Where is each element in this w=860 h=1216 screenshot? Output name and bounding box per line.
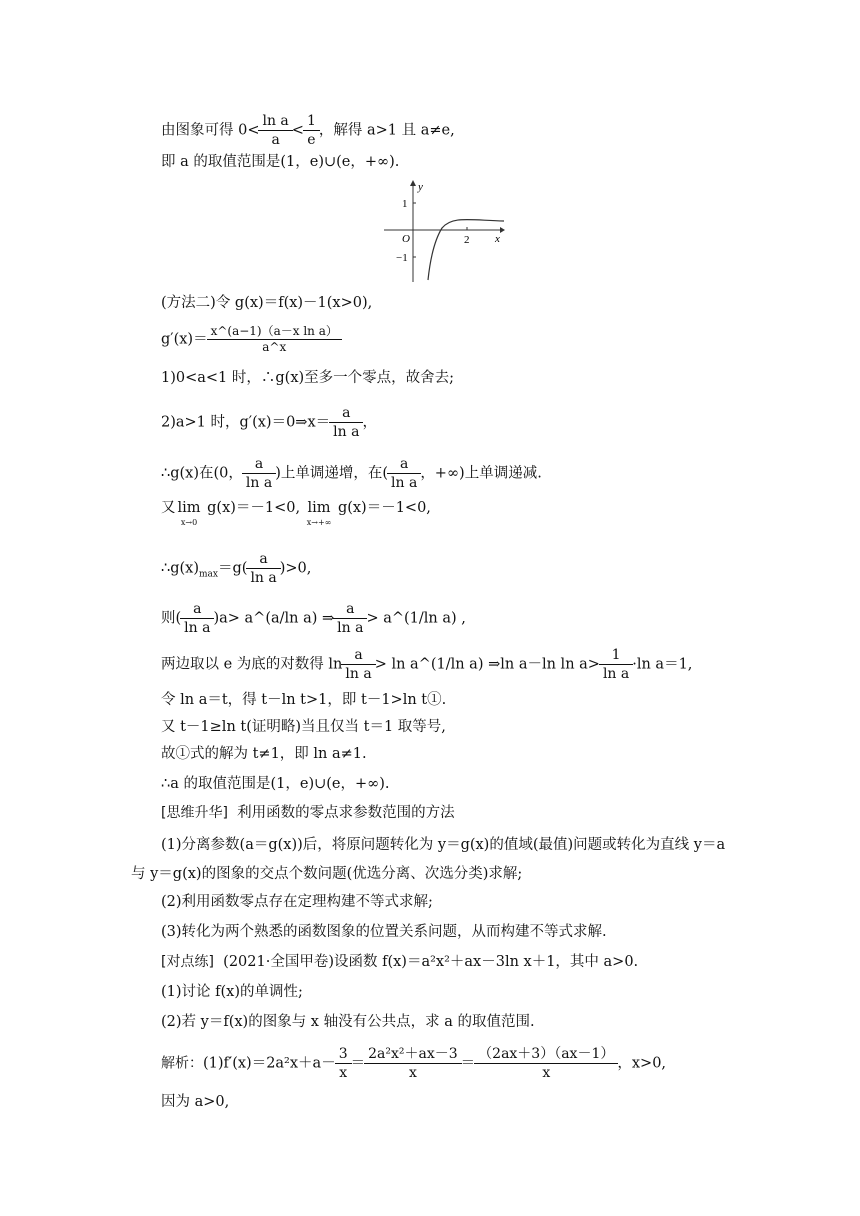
text-line: 1)0<a<1 时，∴g(x)至多一个零点，故舍去; bbox=[161, 370, 455, 386]
text: )上单调递增，在( bbox=[275, 465, 389, 482]
text: (1)f′(x)＝2a²x＋a－ bbox=[203, 1055, 336, 1072]
text: ，解得 a>1 且 a≠e, bbox=[318, 122, 455, 139]
text-line: 与 y＝g(x)的图象的交点个数问题(优选分离、次选分类)求解; bbox=[131, 866, 523, 882]
fraction bbox=[476, 1045, 616, 1082]
text: 两边取以 e 为底的对数得 ln bbox=[161, 656, 343, 673]
denominator: x bbox=[474, 1063, 618, 1082]
denominator: ln a bbox=[242, 473, 276, 492]
fraction bbox=[248, 550, 278, 587]
text: g(x)＝－1<0, bbox=[207, 500, 301, 516]
text-line: 又 t－1≥ln t(证明略)当且仅当 t＝1 取等号, bbox=[161, 719, 446, 735]
denominator: a bbox=[258, 130, 292, 149]
fraction bbox=[260, 112, 290, 149]
tick-label: 2 bbox=[464, 234, 470, 246]
text: 则( bbox=[161, 610, 182, 627]
text: g′(x)＝ bbox=[161, 331, 208, 348]
text-line: (2)利用函数零点存在定理构建不等式求解; bbox=[161, 894, 433, 910]
text-line bbox=[161, 324, 341, 355]
text-line bbox=[161, 803, 455, 823]
numerator: 1 bbox=[306, 113, 316, 129]
text-line: (3)转化为两个熟悉的函数图象的位置关系问题，从而构建不等式求解. bbox=[161, 924, 607, 940]
lim-subscript: x→0 bbox=[180, 518, 198, 527]
text: ＝ bbox=[460, 1055, 476, 1072]
numerator: a bbox=[354, 647, 363, 663]
numerator: ln a bbox=[262, 113, 289, 129]
text: ，+∞)上单调递减. bbox=[420, 465, 542, 482]
section-tag: [思维升华] bbox=[161, 805, 228, 821]
numerator: a bbox=[254, 456, 264, 472]
numerator: a bbox=[399, 456, 409, 472]
lim-text: lim bbox=[307, 500, 331, 516]
section-tag: [对点练] bbox=[161, 954, 214, 970]
denominator: x bbox=[335, 1063, 352, 1082]
denominator: ln a bbox=[341, 664, 375, 683]
text: < bbox=[291, 122, 304, 139]
numerator: （2ax＋3）（ax－1） bbox=[478, 1046, 615, 1062]
text: ＝g( bbox=[217, 560, 248, 577]
text: ∴g(x)在(0， bbox=[161, 465, 243, 482]
numerator: 1 bbox=[611, 647, 621, 663]
text-line: 因为 a>0, bbox=[161, 1094, 230, 1110]
text-line bbox=[161, 600, 466, 637]
text: 2)a>1 时，g′(x)＝0⇒x＝ bbox=[161, 414, 331, 431]
text: (2021·全国甲卷)设函数 f(x)＝a²x²＋ax－3ln x＋1，其中 a>0. bbox=[223, 954, 639, 970]
subscript: max bbox=[199, 569, 218, 580]
text-line bbox=[161, 1045, 666, 1082]
text-line bbox=[161, 404, 377, 441]
text-line: (1)分离参数(a＝g(x))后，将原问题转化为 y＝g(x)的值域(最值)问题或转化为直线 y＝a bbox=[161, 837, 726, 853]
text-line: 即 a 的取值范围是(1，e)∪(e，+∞). bbox=[161, 154, 400, 170]
tick-label: 1 bbox=[402, 198, 408, 210]
denominator: a^x bbox=[207, 339, 342, 355]
text-line bbox=[161, 550, 311, 587]
text: )>0, bbox=[279, 560, 312, 577]
fraction bbox=[601, 646, 631, 683]
fraction bbox=[389, 455, 419, 492]
text: ·ln a＝1, bbox=[632, 656, 693, 673]
text: 利用函数的零点求参数范围的方法 bbox=[237, 805, 455, 821]
fraction bbox=[305, 112, 318, 149]
fraction bbox=[244, 455, 274, 492]
text: > a^(1/ln a) , bbox=[366, 610, 466, 627]
function-graph bbox=[378, 176, 508, 286]
section-tag: 解析： bbox=[161, 1055, 203, 1072]
text: g(x)＝－1<0, bbox=[337, 500, 431, 516]
y-axis-label: y bbox=[418, 181, 423, 193]
denominator: ln a bbox=[599, 664, 633, 683]
text: 又 bbox=[161, 500, 176, 516]
numerator: 3 bbox=[338, 1046, 348, 1062]
text: ， bbox=[362, 414, 377, 431]
tick-label: −1 bbox=[396, 252, 408, 264]
text: )a> a^(a/ln a) ⇒ bbox=[213, 610, 335, 627]
text-line: (2)若 y＝f(x)的图象与 x 轴没有公共点，求 a 的取值范围. bbox=[161, 1014, 535, 1030]
text: 由图象可得 0< bbox=[161, 122, 260, 139]
text: > ln a^(1/ln a) ⇒ln a－ln ln a> bbox=[374, 656, 600, 673]
limit bbox=[307, 498, 332, 528]
lim-text: lim bbox=[177, 500, 201, 516]
numerator: a bbox=[259, 551, 268, 567]
fraction bbox=[182, 600, 212, 637]
fraction bbox=[331, 404, 361, 441]
text: ，x>0, bbox=[617, 1055, 667, 1072]
lim-subscript: x→+∞ bbox=[306, 518, 332, 527]
denominator: ln a bbox=[246, 568, 280, 587]
text-line bbox=[161, 952, 638, 972]
numerator: a bbox=[346, 601, 355, 617]
denominator: ln a bbox=[333, 618, 367, 637]
text-line: 故①式的解为 t≠1，即 ln a≠1. bbox=[161, 746, 367, 762]
fraction bbox=[209, 324, 340, 355]
fraction bbox=[337, 1045, 350, 1082]
numerator: a bbox=[193, 601, 202, 617]
denominator: ln a bbox=[329, 422, 363, 441]
numerator: a bbox=[342, 405, 351, 421]
x-axis-label: x bbox=[495, 233, 500, 245]
text-line bbox=[161, 498, 431, 528]
text-line: 令 ln a＝t，得 t－ln t>1，即 t－1>ln t①. bbox=[161, 692, 447, 708]
numerator: 2a²x²＋ax－3 bbox=[368, 1046, 458, 1062]
denominator: ln a bbox=[387, 473, 421, 492]
text-line bbox=[161, 112, 455, 149]
denominator: ln a bbox=[180, 618, 214, 637]
origin-label: O bbox=[402, 233, 410, 245]
numerator: x^(a−1)（a－x ln a） bbox=[210, 324, 338, 338]
text-line: (方法二)令 g(x)＝f(x)－1(x>0), bbox=[161, 295, 373, 311]
fraction bbox=[335, 600, 365, 637]
fraction bbox=[343, 646, 373, 683]
text-line: (1)讨论 f(x)的单调性; bbox=[161, 984, 303, 1000]
text-line bbox=[161, 646, 692, 683]
text: ＝ bbox=[350, 1055, 366, 1072]
text: ∴g(x) bbox=[161, 560, 199, 577]
denominator: e bbox=[303, 130, 320, 149]
limit bbox=[178, 498, 201, 528]
text-line: ∴a 的取值范围是(1，e)∪(e，+∞). bbox=[161, 776, 390, 792]
fraction bbox=[366, 1045, 460, 1082]
text-line bbox=[161, 455, 542, 492]
denominator: x bbox=[364, 1063, 462, 1082]
